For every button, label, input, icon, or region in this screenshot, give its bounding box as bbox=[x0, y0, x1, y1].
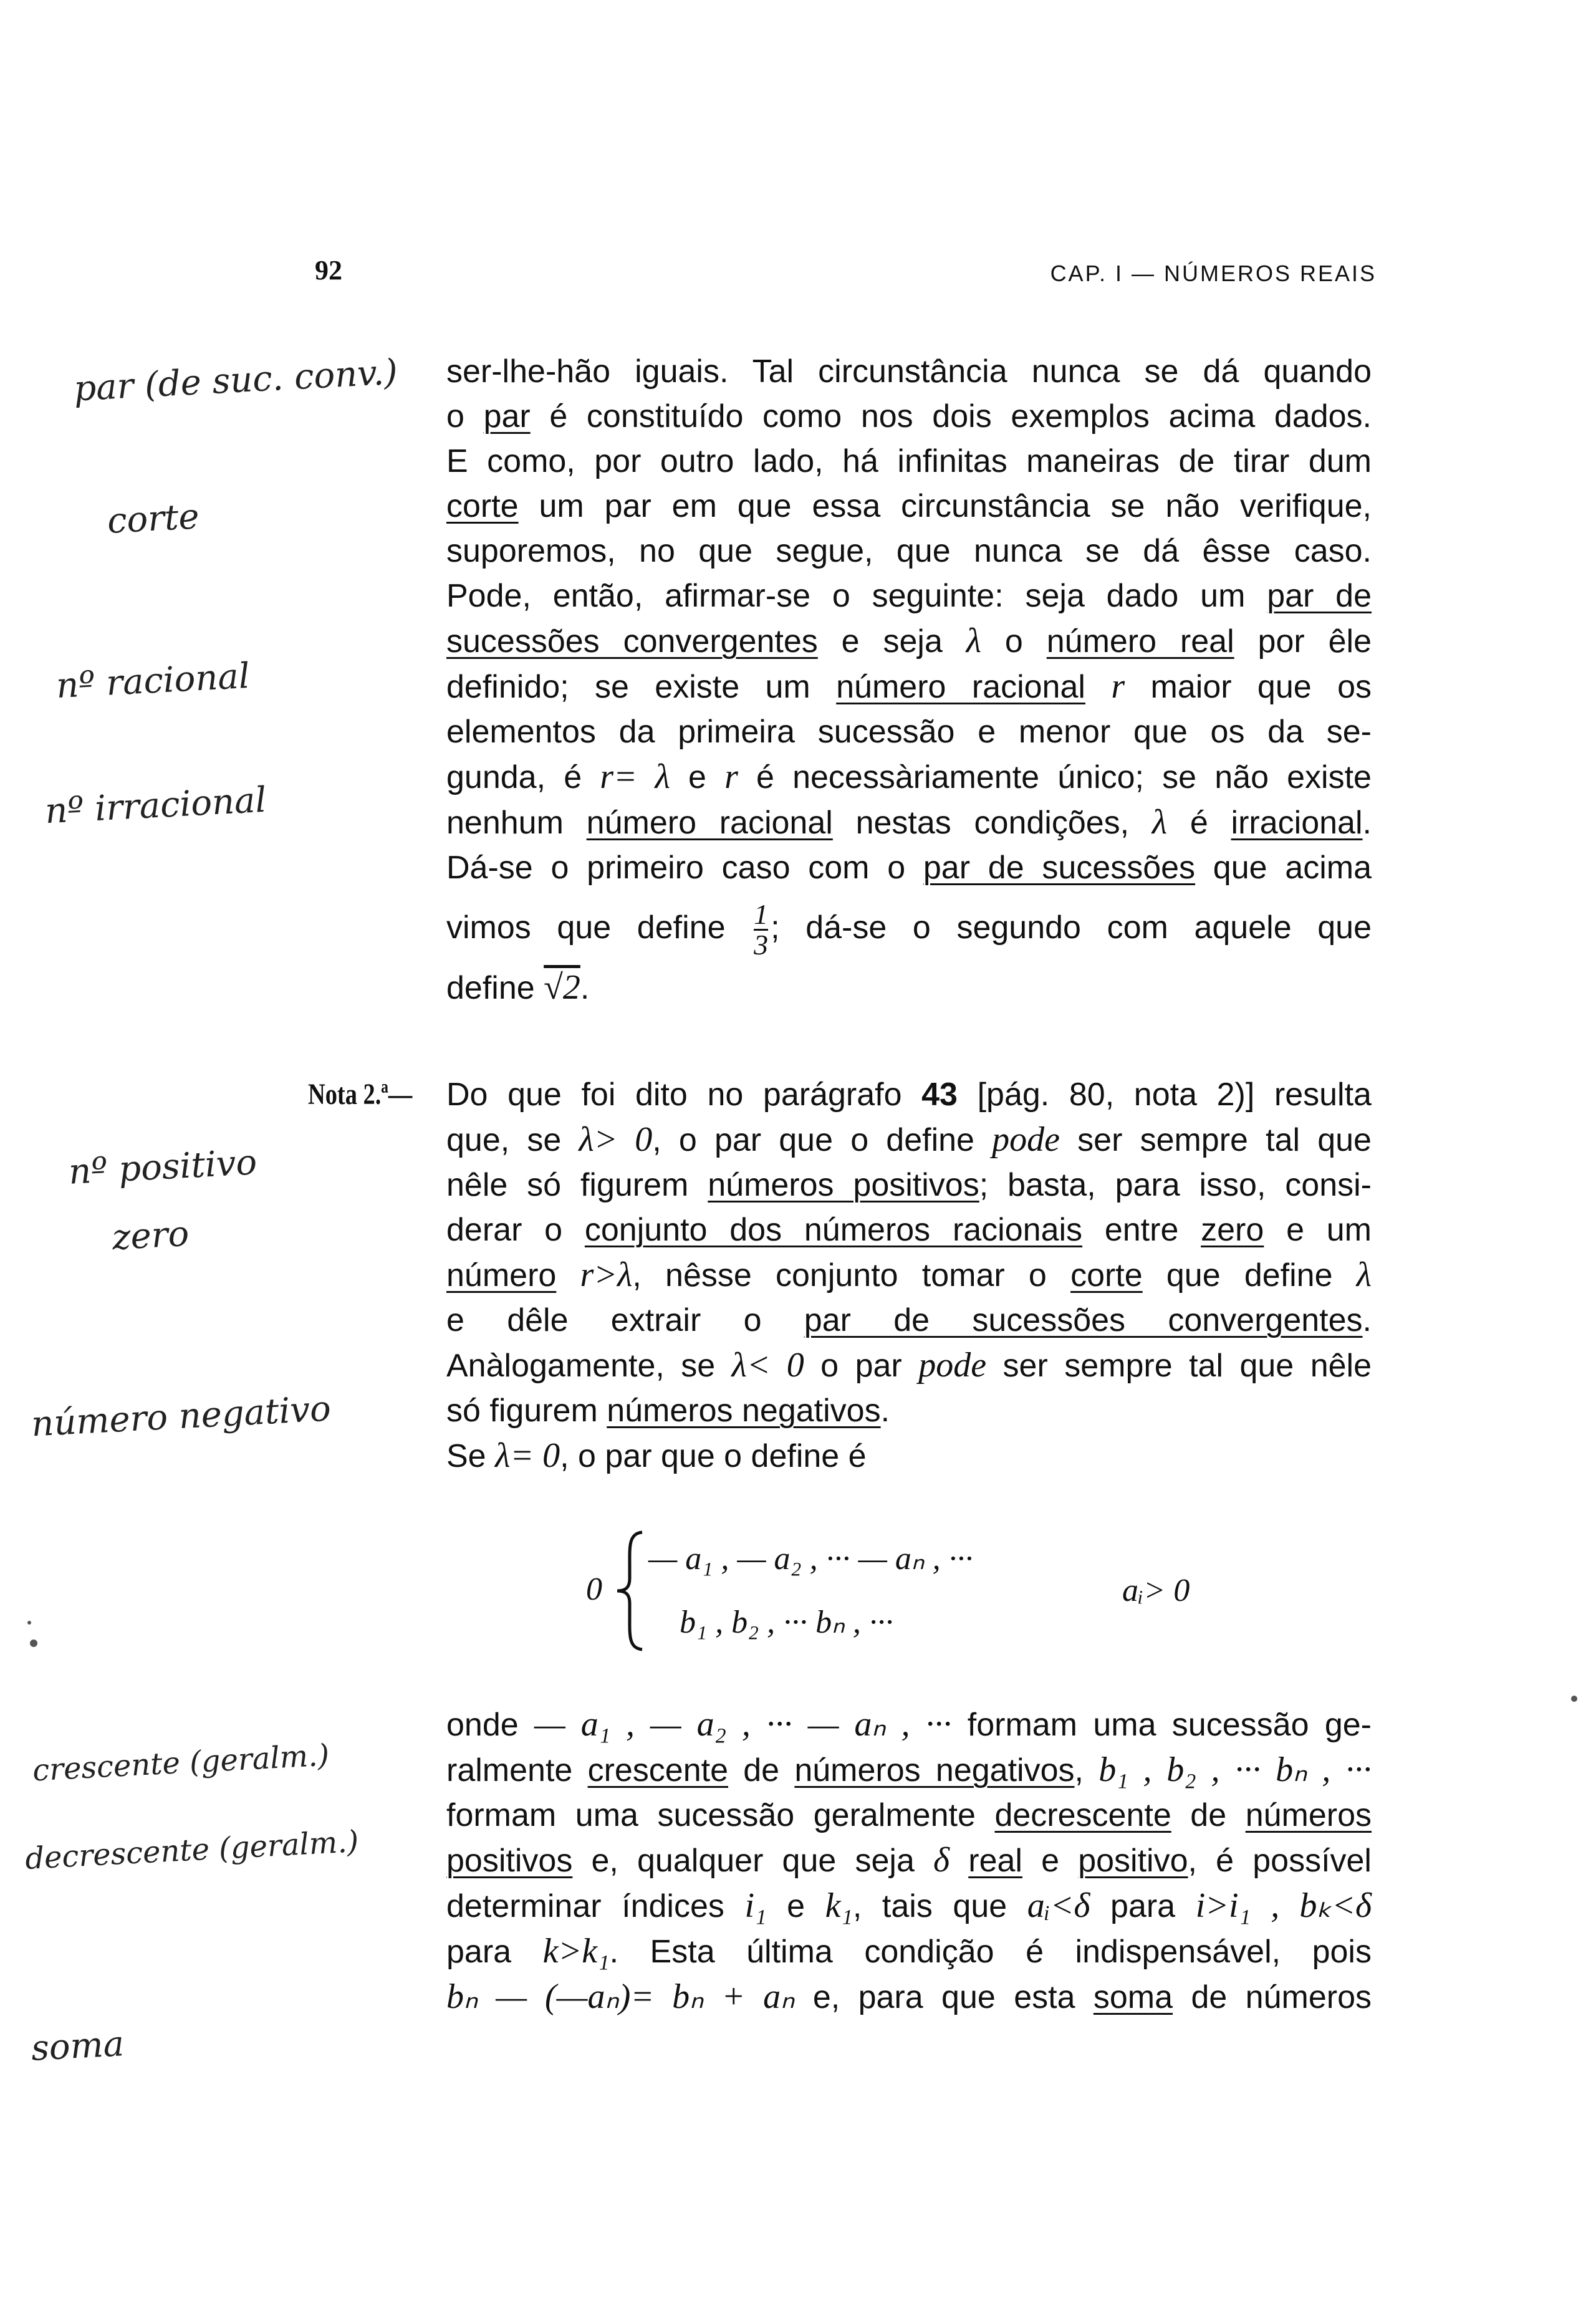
text-line: ralmente crescente de números negativos, b₁ , b₂ , ··· bₙ , ··· bbox=[446, 1750, 1372, 1789]
text-line: bₙ — (—aₙ)= bₙ + aₙ e, para que esta soma de números bbox=[446, 1977, 1372, 2016]
text-line: derar o conjunto dos números racionais entre zero e um bbox=[446, 1212, 1372, 1248]
paragraph-3 bbox=[446, 1702, 1372, 2020]
text-line: só figurem números negativos. bbox=[446, 1393, 890, 1429]
text-line: Do que foi dito no parágrafo 43 [pág. 80, nota 2)] resulta bbox=[446, 1077, 1372, 1113]
margin-note: crescente (geralm.) bbox=[31, 1737, 330, 1788]
margin-note: nº positivo bbox=[67, 1142, 258, 1193]
text-line: E como, por outro lado, há infinitas maneiras de tirar dum bbox=[446, 443, 1372, 479]
paragraph-1 bbox=[446, 349, 1372, 1011]
note-label: Nota 2.ª— bbox=[308, 1078, 413, 1111]
text-line: elementos da primeira sucessão e menor que os da se- bbox=[446, 714, 1372, 750]
matrix-row-1: — a₁ , — a₂ , ··· — aₙ , ··· bbox=[648, 1541, 973, 1577]
running-head: CAP. I — NÚMEROS REAIS bbox=[1050, 261, 1377, 286]
margin-note: número negativo bbox=[30, 1388, 332, 1445]
text-line: e dêle extrair o par de sucessões convergentes. bbox=[446, 1302, 1372, 1338]
text-line: para k>k₁. Esta última condição é indispensável, pois bbox=[446, 1932, 1372, 1971]
text-line: nêle só figurem números positivos; basta, para isso, consi- bbox=[446, 1167, 1372, 1203]
text-line: corte um par em que essa circunstância se não verifique, bbox=[446, 488, 1372, 524]
margin-note: decrescente (geralm.) bbox=[24, 1824, 360, 1876]
text-line: determinar índices i₁ e k₁, tais que aᵢ<δ para i>i₁ , bₖ<δ bbox=[446, 1886, 1372, 1925]
text-line: gunda, é r= λ e r é necessàriamente único; se não existe bbox=[446, 757, 1372, 796]
text-line: Pode, então, afirmar-se o seguinte: seja dado um par de bbox=[446, 578, 1372, 614]
text-line: que, se λ> 0, o par que o define pode ser sempre tal que bbox=[446, 1120, 1372, 1159]
speck bbox=[27, 1621, 31, 1625]
text-line: suporemos, no que segue, que nunca se dá êsse caso. bbox=[446, 533, 1372, 569]
matrix-zero: 0 bbox=[586, 1572, 602, 1607]
display-equation bbox=[574, 1527, 1322, 1652]
fraction: $\frac{1}{3}$ bbox=[754, 898, 769, 961]
matrix-condition: aᵢ> 0 bbox=[1122, 1573, 1190, 1608]
margin-note: zero bbox=[111, 1213, 190, 1259]
speck bbox=[30, 1639, 37, 1647]
text-line: nenhum número racional nestas condições, λ é irracional. bbox=[446, 803, 1372, 842]
text-line: definido; se existe um número racional r maior que os bbox=[446, 667, 1372, 706]
text-line: Anàlogamente, se λ< 0 o par pode ser sempre tal que nêle bbox=[446, 1346, 1372, 1385]
margin-note: nº racional bbox=[55, 655, 251, 707]
text-line: sucessões convergentes e seja λ o número real por êle bbox=[446, 622, 1372, 660]
text-line: positivos e, qualquer que seja δ real e positivo, é possível bbox=[446, 1841, 1372, 1880]
note-2 bbox=[308, 1072, 1372, 1479]
matrix-row-2: b₁ , b₂ , ··· bₙ , ··· bbox=[680, 1605, 893, 1640]
left-brace bbox=[612, 1529, 650, 1653]
text-line: vimos que define $\frac{1}{3}$ ; dá-se o segundo com aquele que bbox=[446, 898, 1372, 961]
text-line: o par é constituído como nos dois exemplos acima dados. bbox=[446, 398, 1372, 434]
page-number: 92 bbox=[315, 255, 342, 286]
text-line: Dá-se o primeiro caso com o par de sucessões que acima bbox=[446, 850, 1372, 886]
margin-note: soma bbox=[30, 2024, 125, 2069]
text-line: ser-lhe-hão iguais. Tal circunstância nunca se dá quando bbox=[446, 353, 1372, 390]
margin-note: nº irracional bbox=[44, 779, 267, 832]
speck bbox=[1571, 1696, 1577, 1702]
text-line: define √2. bbox=[446, 968, 590, 1007]
margin-note: par (de suc. conv.) bbox=[72, 352, 399, 410]
text-line: formam uma sucessão geralmente decrescente de números bbox=[446, 1797, 1372, 1833]
margin-note: corte bbox=[106, 496, 201, 542]
text-line: número r>λ, nêsse conjunto tomar o corte que define λ bbox=[446, 1255, 1372, 1294]
text-line: onde — a₁ , — a₂ , ··· — aₙ , ··· formam uma sucessão ge- bbox=[446, 1705, 1372, 1744]
text-line: Se λ= 0, o par que o define é bbox=[446, 1436, 867, 1475]
